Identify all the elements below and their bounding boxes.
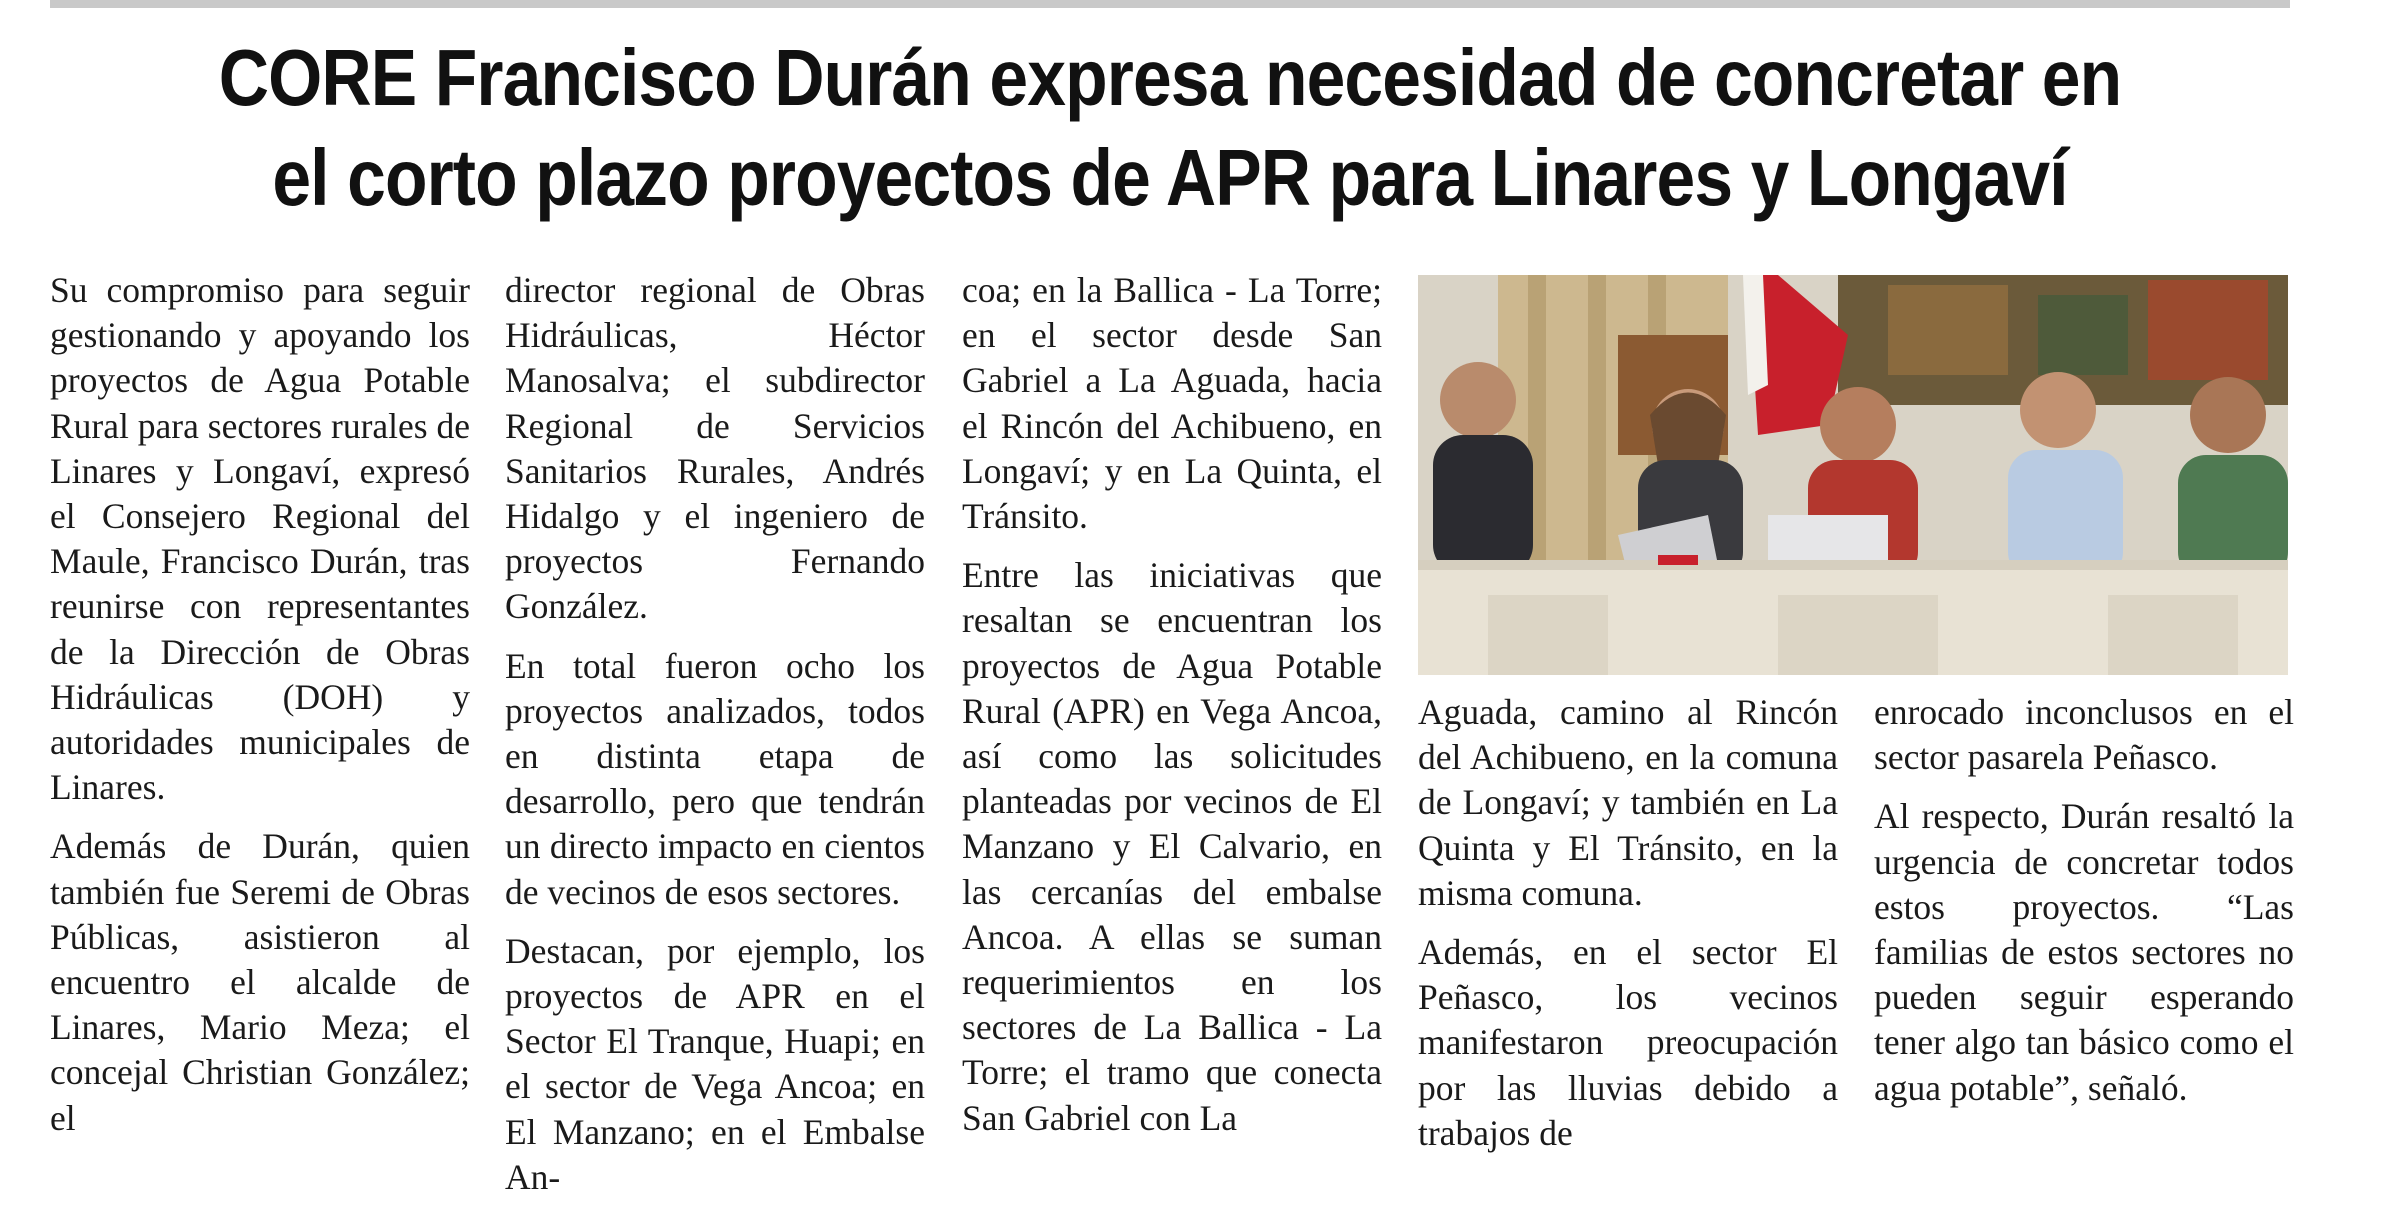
paragraph: Su compromiso para seguir gestionando y apoyando los proyectos de Agua Potable Rural para sectores rurales de Linares y Longaví, expresó el Consejero Regional del Maule, Francisco Durán, tras reunirse con representantes de la Dirección de Obras Hidráulicas (DOH) y autoridades municipales de Linares. [50, 270, 470, 808]
paragraph: Además, en el sector El Peñasco, los vecinos manifestaron preocupación por las lluvias debido a trabajos de [1418, 932, 1838, 1153]
article-column-3 [962, 268, 1382, 1155]
paragraph: Al respecto, Durán resaltó la urgencia de concretar todos estos proyectos. “Las familias de estos sectores no pueden seguir esperando tener algo tan básico como el agua potable”, señaló. [1874, 796, 2294, 1108]
article-column-2 [505, 268, 925, 1214]
paragraph: Además de Durán, quien también fue Seremi de Obras Públicas, asistieron al encuentro el alcalde de Linares, Mario Meza; el concejal Christian González; el [50, 826, 470, 1138]
paragraph: enrocado inconclusos en el sector pasarela Peñasco. [1874, 692, 2294, 778]
headline [187, 28, 2153, 228]
article-column-1 [50, 268, 470, 1155]
paragraph: En total fueron ocho los proyectos analizados, todos en distinta etapa de desarrollo, pero que tendrán un directo impacto en cientos de vecinos de esos sectores. [505, 645, 925, 912]
headline-line-2: el corto plazo proyectos de APR para Linares y Longaví [272, 133, 2068, 222]
paragraph: director regional de Obras Hidráulicas, Héctor Manosalva; el subdirector Regional de Servicios Sanitarios Rurales, Andrés Hidalgo y el ingeniero de proyectos Fernando González. [505, 270, 925, 627]
article-column-5 [1874, 690, 2294, 1125]
top-rule [50, 0, 2290, 8]
article-column-4 [1418, 690, 1838, 1170]
paragraph: Aguada, camino al Rincón del Achibueno, en la comuna de Longaví; y también en La Quinta y El Tránsito, en la misma comuna. [1418, 692, 1838, 913]
paragraph: Entre las iniciativas que resaltan se encuentran los proyectos de Agua Potable Rural (APR) en Vega Ancoa, así como las solicitudes planteadas por vecinos de El Manzano y El Calvario, en las cercanías del embalse Ancoa. A ellas se suman requerimientos en los sectores de La Ballica - La Torre; el tramo que conecta San Gabriel con La [962, 555, 1382, 1138]
meeting-photo-illustration [1418, 275, 2288, 675]
headline-line-1: CORE Francisco Durán expresa necesidad de concretar en [218, 33, 2122, 122]
paragraph: Destacan, por ejemplo, los proyectos de APR en el Sector El Tranque, Huapi; en el sector de Vega Ancoa; en El Manzano; en el Embalse An- [505, 930, 925, 1197]
paragraph: coa; en la Ballica - La Torre; en el sector desde San Gabriel a La Aguada, hacia el Rincón del Achibueno, en Longaví; y en La Quinta, el Tránsito. [962, 270, 1382, 537]
meeting-photo [1418, 275, 2288, 675]
